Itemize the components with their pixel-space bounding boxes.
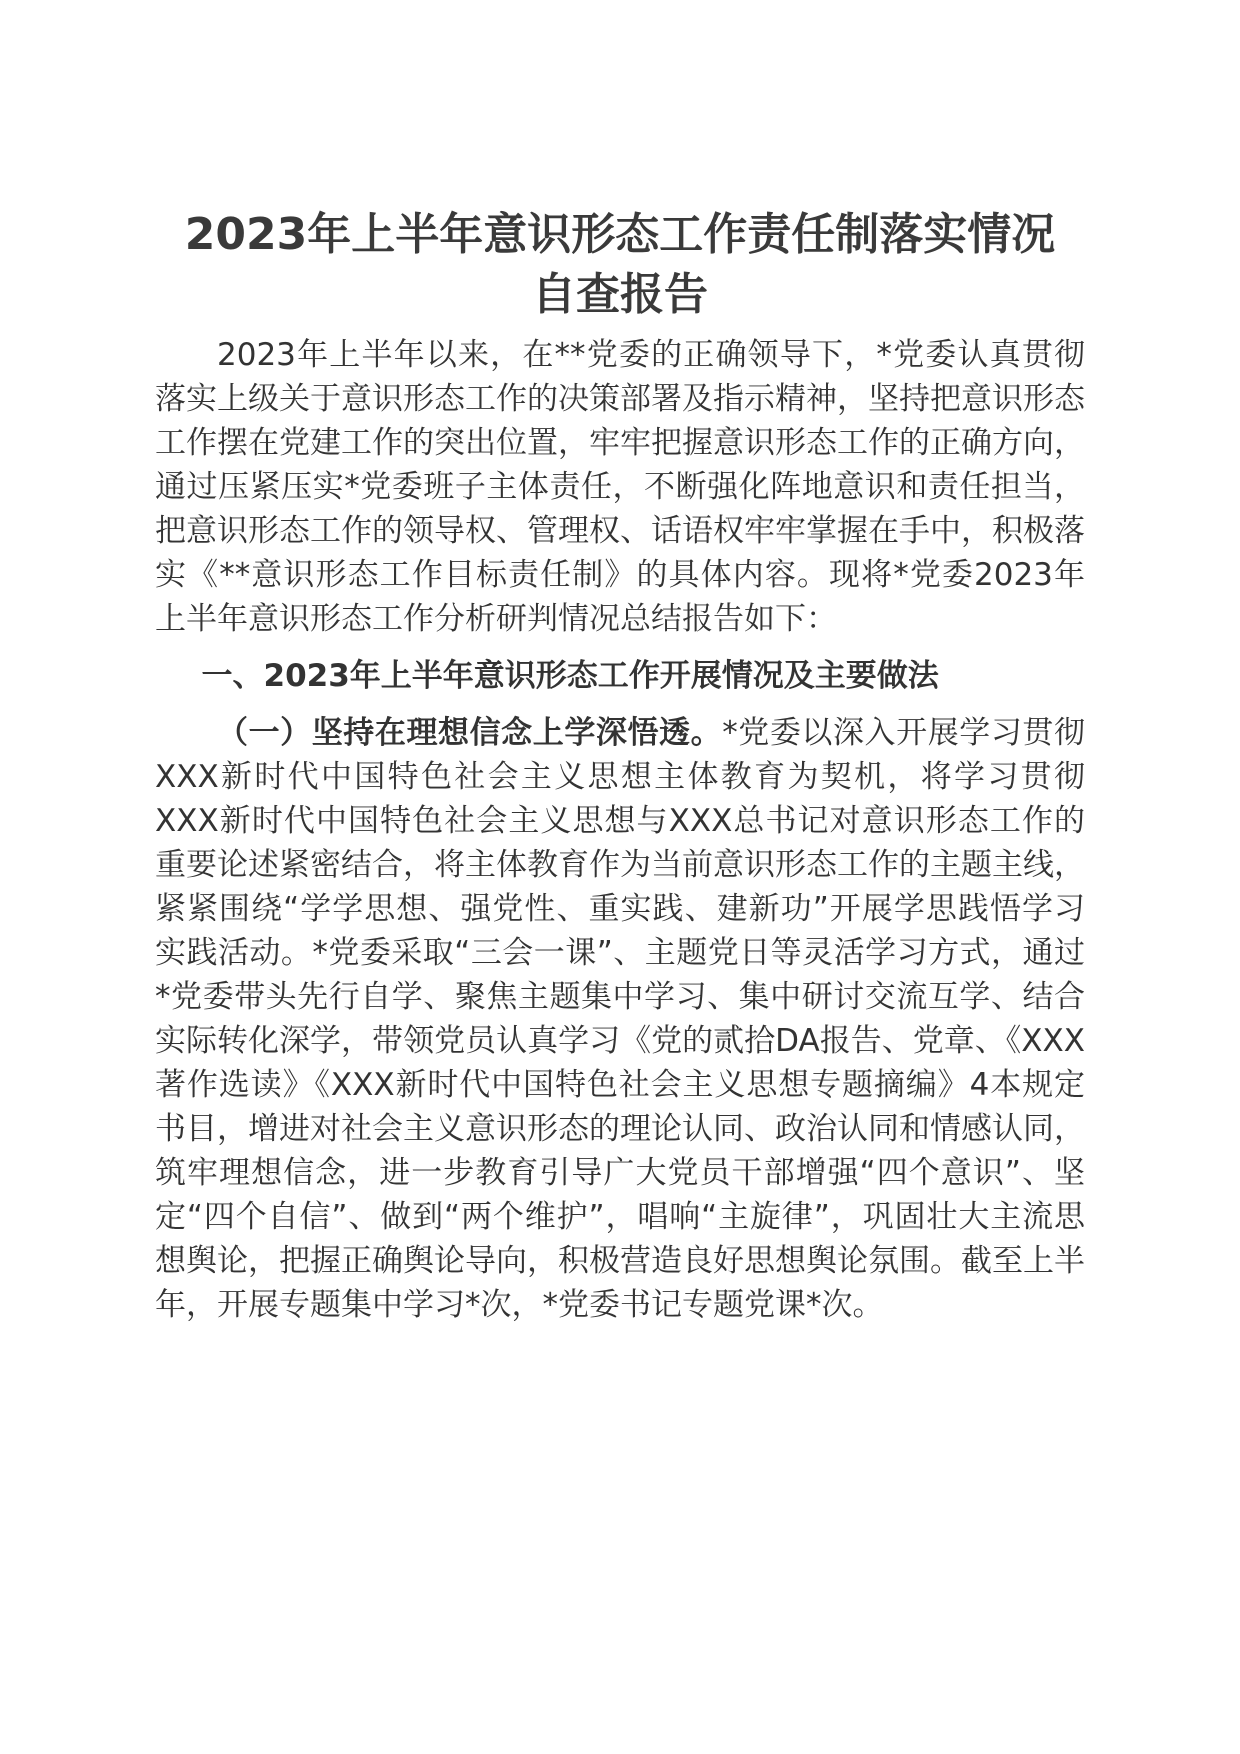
subsection-1-lead: （一）坚持在理想信念上学深悟透。 [217,715,723,751]
subsection-1-paragraph [155,711,1085,1327]
title-line-1: 2023年上半年意识形态工作责任制落实情况 [184,209,1056,260]
document-title [155,205,1085,325]
intro-paragraph: 2023年上半年以来，在**党委的正确领导下，*党委认真贯彻落实上级关于意识形态工作的决策部署及指示精神，坚持把意识形态工作摆在党建工作的突出位置，牢牢把握意识形态工作的正确方向，通过压紧压实*党委班子主体责任，不断强化阵地意识和责任担当，把意识形态工作的领导权、管理权、话语权牢牢掌握在手中，积极落实《**意识形态工作目标责任制》的具体内容。现将*党委2023年上半年意识形态工作分析研判情况总结报告如下： [155,337,1085,637]
document-page [155,205,1085,1327]
subsection-1-body: *党委以深入开展学习贯彻XXX新时代中国特色社会主义思想主体教育为契机，将学习贯彻XXX新时代中国特色社会主义思想与XXX总书记对意识形态工作的重要论述紧密结合，将主体教育作为当前意识形态工作的主题主线，紧紧围绕“学学思想、强党性、重实践、建新功”开展学思践悟学习实践活动。*党委采取“三会一课”、主题党日等灵活学习方式，通过*党委带头先行自学、聚焦主题集中学习、集中研讨交流互学、结合实际转化深学，带领党员认真学习《党的贰拾DA报告、党章、《XXX著作选读》《XXX新时代中国特色社会主义思想专题摘编》4本规定书目，增进对社会主义意识形态的理论认同、政治认同和情感认同，筑牢理想信念，进一步教育引导广大党员干部增强“四个意识”、坚定“四个自信”、做到“两个维护”，唱响“主旋律”，巩固壮大主流思想舆论，把握正确舆论导向，积极营造良好思想舆论氛围。截至上半年，开展专题集中学习*次，*党委书记专题党课*次。 [155,715,1086,1323]
section-1-heading: 一、2023年上半年意识形态工作开展情况及主要做法 [201,658,939,694]
title-line-2: 自查报告 [532,269,708,320]
